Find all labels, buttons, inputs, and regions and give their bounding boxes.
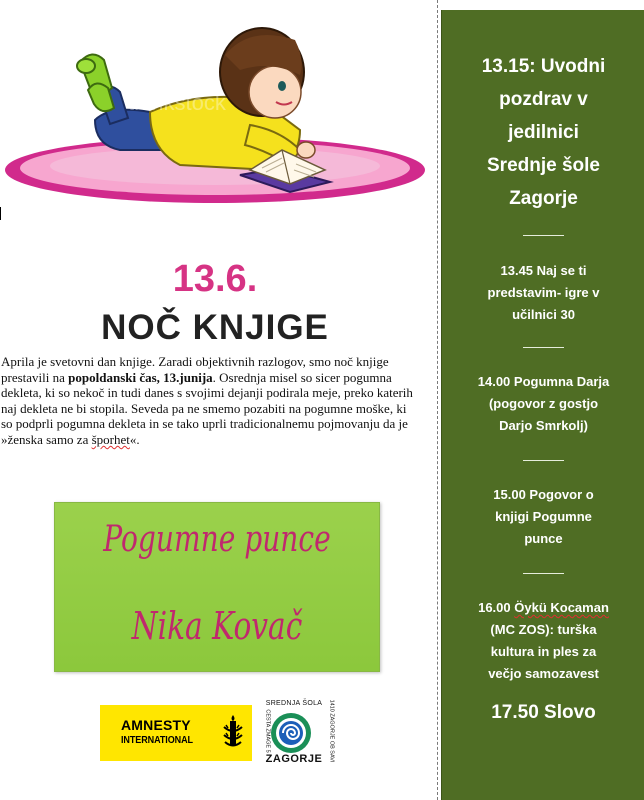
- schedule-item-dance: [442, 597, 644, 685]
- amnesty-subname: INTERNATIONAL: [121, 734, 193, 746]
- intro-misspelled-word: šporhet: [91, 431, 130, 447]
- intro-bold-time: popoldanski čas, 13.junija: [68, 369, 213, 385]
- event-date: 13.6.: [172, 258, 258, 300]
- schedule-line: jedilnici: [508, 122, 579, 143]
- schedule-divider: [523, 573, 564, 574]
- amnesty-name: AMNESTY: [121, 717, 191, 733]
- crop-mark: [0, 207, 1, 220]
- school-name: ZAGORJE: [265, 753, 323, 765]
- guest-name: Öykü Kocaman: [514, 600, 609, 615]
- school-city: 1410 ZAGORJE OB SAVI: [328, 699, 335, 763]
- schedule-line: (MC ZOS): turška: [490, 622, 597, 637]
- schedule-divider: [523, 460, 564, 461]
- schedule-item-book-talk: [442, 484, 644, 550]
- intro-text-2: . Osrednja misel so sicer pogumna dekleta, ki so nekoč in tudi danes s svojimi dejanji podirala meje, preko katerih naj dekleta ne bi stopila. Seveda pa ne smemo pozabiti na pogumne moške, ki so podprli pogumna dekleta in se tako uprli tradicionalnemu pojmovanju da je »ženska samo za: [1, 369, 413, 447]
- schedule-line: (pogovor z gostjo: [488, 396, 599, 411]
- candle-in-barbed-wire-icon: [222, 715, 244, 751]
- schedule-line: učilnici 30: [512, 307, 575, 322]
- schedule-time: 16.00: [478, 600, 515, 615]
- schedule-panel: [441, 10, 644, 800]
- watermark: thinkstock: [128, 90, 226, 115]
- schedule-line: večjo samozavest: [488, 666, 599, 681]
- schedule-line: 13.45 Naj se ti: [500, 263, 587, 278]
- schedule-divider: [523, 347, 564, 348]
- book-promo-box: [54, 502, 380, 672]
- girl-reading-book-icon: [0, 0, 430, 215]
- schedule-item-welcome: [442, 50, 644, 215]
- school-emblem-icon: [270, 712, 312, 754]
- schedule-line: kultura in ples za: [490, 644, 597, 659]
- schedule-line: knjigi Pogumne: [495, 509, 592, 524]
- school-top-label: SREDNJA ŠOLA: [265, 700, 323, 707]
- schedule-line: [442, 597, 644, 619]
- schedule-line: 13.15: Uvodni: [481, 56, 606, 77]
- schedule-line: Darjo Smrkolj): [499, 418, 588, 433]
- schedule-line: Srednje šole: [487, 155, 600, 176]
- schedule-line: 15.00 Pogovor o: [493, 487, 594, 502]
- book-author: Nika Kovač: [131, 604, 303, 648]
- book-title: Pogumne punce: [103, 519, 331, 560]
- schedule-line: punce: [524, 531, 563, 546]
- amnesty-logo: [100, 705, 252, 761]
- school-logo: [258, 699, 335, 766]
- schedule-line: pozdrav v: [499, 89, 588, 110]
- schedule-line: predstavim- igre v: [487, 285, 600, 300]
- schedule-line: Zagorje: [509, 188, 578, 209]
- sidebar-border: [437, 0, 439, 800]
- schedule-item-darja: [442, 371, 644, 437]
- schedule-item-farewell: 17.50 Slovo: [491, 702, 596, 723]
- intro-paragraph: [1, 354, 417, 448]
- intro-text-3: «.: [129, 431, 140, 447]
- intro-text-1: Aprila je svetovni dan knjige. Zaradi objektivnih razlogov, smo noč knjige prestavili na: [1, 354, 389, 385]
- school-address: CESTA ZMAGE 5: [264, 709, 271, 753]
- schedule-divider: [523, 235, 564, 236]
- event-title: NOČ KNJIGE: [101, 308, 329, 347]
- schedule-line: 14.00 Pogumna Darja: [477, 374, 610, 389]
- schedule-item-games: [442, 260, 644, 326]
